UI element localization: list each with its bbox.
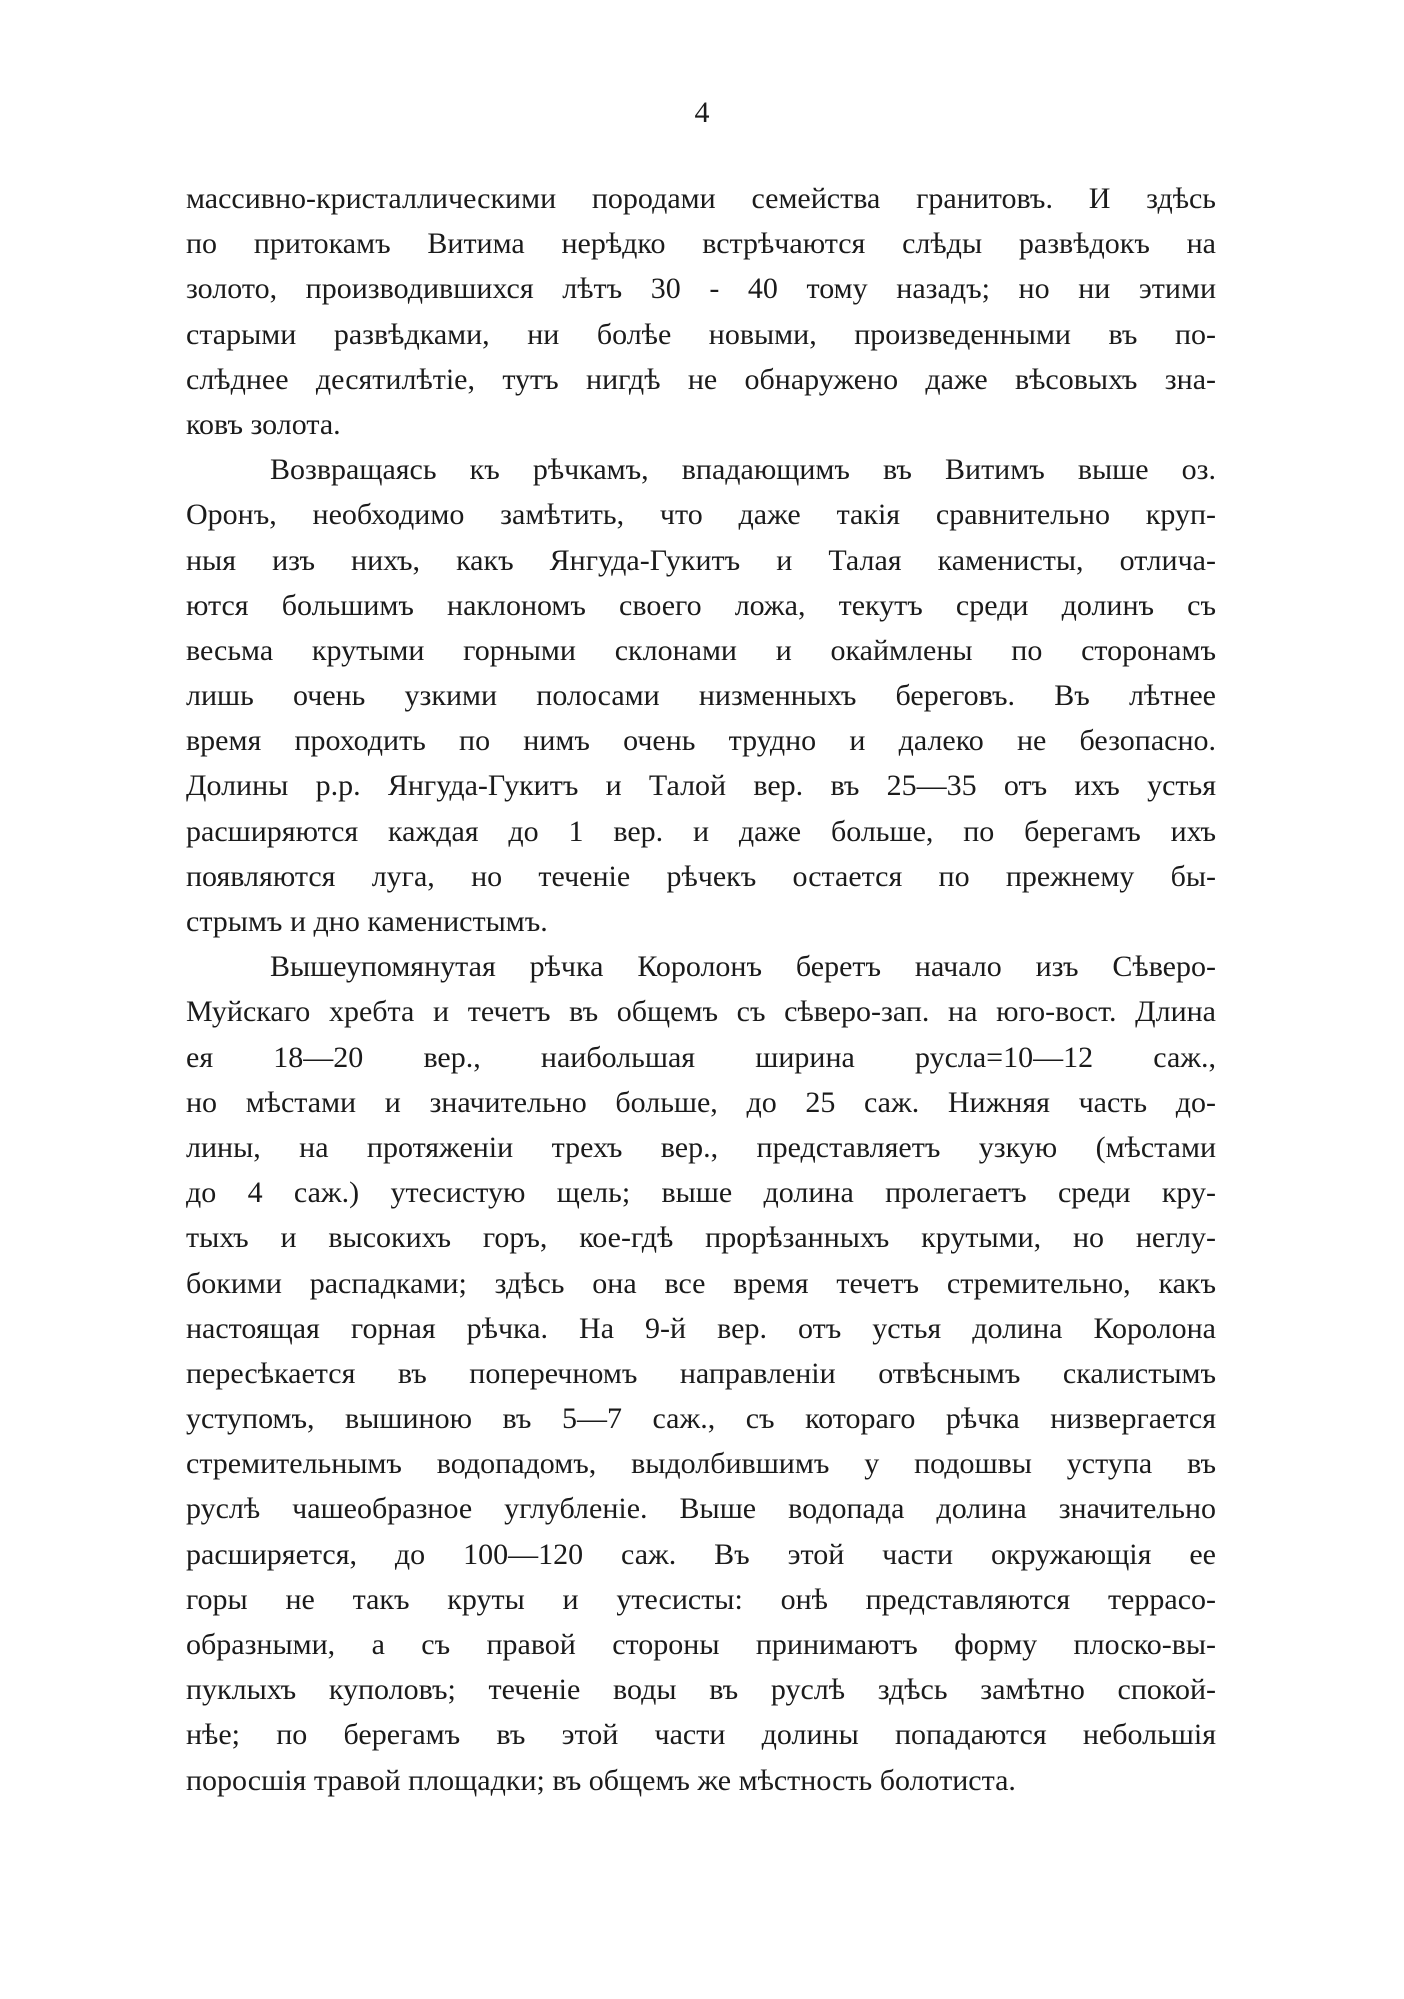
- text-line: стремительнымъ водопадомъ, выдолбившимъ у подошвы уступа въ: [186, 1447, 1216, 1481]
- text-line: Возвращаясь къ рѣчкамъ, впадающимъ въ Витимъ выше оз.: [270, 453, 1216, 487]
- text-line: ются большимъ наклономъ своего ложа, текутъ среди долинъ съ: [186, 588, 1216, 622]
- text-line: бокими распадками; здѣсь она все время течетъ стремительно, какъ: [186, 1266, 1216, 1300]
- text-line: горы не такъ круты и утесисты: онѣ представляются террасо-: [186, 1582, 1216, 1616]
- text-line: Оронъ, необходимо замѣтить, что даже такія сравнительно круп-: [186, 498, 1216, 532]
- text-line: лишь очень узкими полосами низменныхъ береговъ. Въ лѣтнее: [186, 679, 1216, 713]
- text-line: пуклыхъ куполовъ; теченіе воды въ руслѣ здѣсь замѣтно спокой-: [186, 1673, 1216, 1707]
- text-line: тыхъ и высокихъ горъ, кое-гдѣ прорѣзанныхъ крутыми, но неглу-: [186, 1221, 1216, 1255]
- text-line: старыми развѣдками, ни болѣе новыми, произведенными въ по-: [186, 317, 1216, 351]
- text-line: слѣднее десятилѣтіе, тутъ нигдѣ не обнаружено даже вѣсовыхъ зна-: [186, 362, 1216, 396]
- text-line: Муйскаго хребта и течетъ въ общемъ съ сѣверо-зап. на юго-вост. Длина: [186, 995, 1216, 1029]
- text-line: образными, а съ правой стороны принимаютъ форму плоско-вы-: [186, 1628, 1216, 1661]
- text-line: ныя изъ нихъ, какъ Янгуда-Гукитъ и Талая каменисты, отлича-: [186, 543, 1216, 577]
- text-line: уступомъ, вышиною въ 5—7 саж., съ котораго рѣчка низвергается: [186, 1402, 1216, 1436]
- text-line: но мѣстами и значительно больше, до 25 саж. Нижняя часть до-: [186, 1085, 1216, 1119]
- text-line: пересѣкается въ поперечномъ направленіи отвѣснымъ скалистымъ: [186, 1356, 1216, 1390]
- text-line: весьма крутыми горными склонами и окаймлены по сторонамъ: [186, 633, 1216, 667]
- text-line: время проходить по нимъ очень трудно и далеко не безопасно.: [186, 724, 1216, 758]
- paragraph-2: [186, 447, 1216, 944]
- text-line: Вышеупомянутая рѣчка Королонъ беретъ начало изъ Сѣверо-: [270, 950, 1216, 984]
- text-line: нѣе; по берегамъ въ этой части долины попадаются небольшія: [186, 1718, 1216, 1752]
- text-line: золото, производившихся лѣтъ 30 - 40 тому назадъ; но ни этими: [186, 272, 1216, 306]
- text-line: до 4 саж.) утесистую щель; выше долина пролегаетъ среди кру-: [186, 1176, 1216, 1210]
- text-line: расширяются каждая до 1 вер. и даже больше, по берегамъ ихъ: [186, 814, 1216, 848]
- text-line: стрымъ и дно каменистымъ.: [186, 905, 548, 938]
- text-line: лины, на протяженіи трехъ вер., представляетъ узкую (мѣстами: [186, 1130, 1216, 1164]
- text-line: массивно-кристаллическими породами семейства гранитовъ. И здѣсь: [186, 182, 1216, 215]
- page-number: 4: [694, 96, 710, 129]
- text-line: ковъ золота.: [186, 407, 341, 441]
- text-line: расширяется, до 100—120 саж. Въ этой части окружающія ее: [186, 1537, 1216, 1571]
- text-line: по притокамъ Витима нерѣдко встрѣчаются слѣды развѣдокъ на: [186, 227, 1216, 261]
- text-line: Долины р.р. Янгуда-Гукитъ и Талой вер. въ 25—35 отъ ихъ устья: [186, 769, 1216, 803]
- text-line: настоящая горная рѣчка. На 9-й вер. отъ устья долина Королона: [186, 1311, 1216, 1345]
- text-line: появляются луга, но теченіе рѣчекъ остается по прежнему бы-: [186, 859, 1216, 893]
- body-text: [186, 176, 1216, 1803]
- text-line: руслѣ чашеобразное углубленіе. Выше водопада долина значительно: [186, 1492, 1216, 1526]
- text-line: ея 18—20 вер., наибольшая ширина русла=10—12 саж.,: [186, 1040, 1216, 1074]
- paragraph-3: [186, 944, 1216, 1803]
- text-line: поросшія травой площадки; въ общемъ же мѣстность болотиста.: [186, 1763, 1016, 1797]
- paragraph-1: [186, 176, 1216, 447]
